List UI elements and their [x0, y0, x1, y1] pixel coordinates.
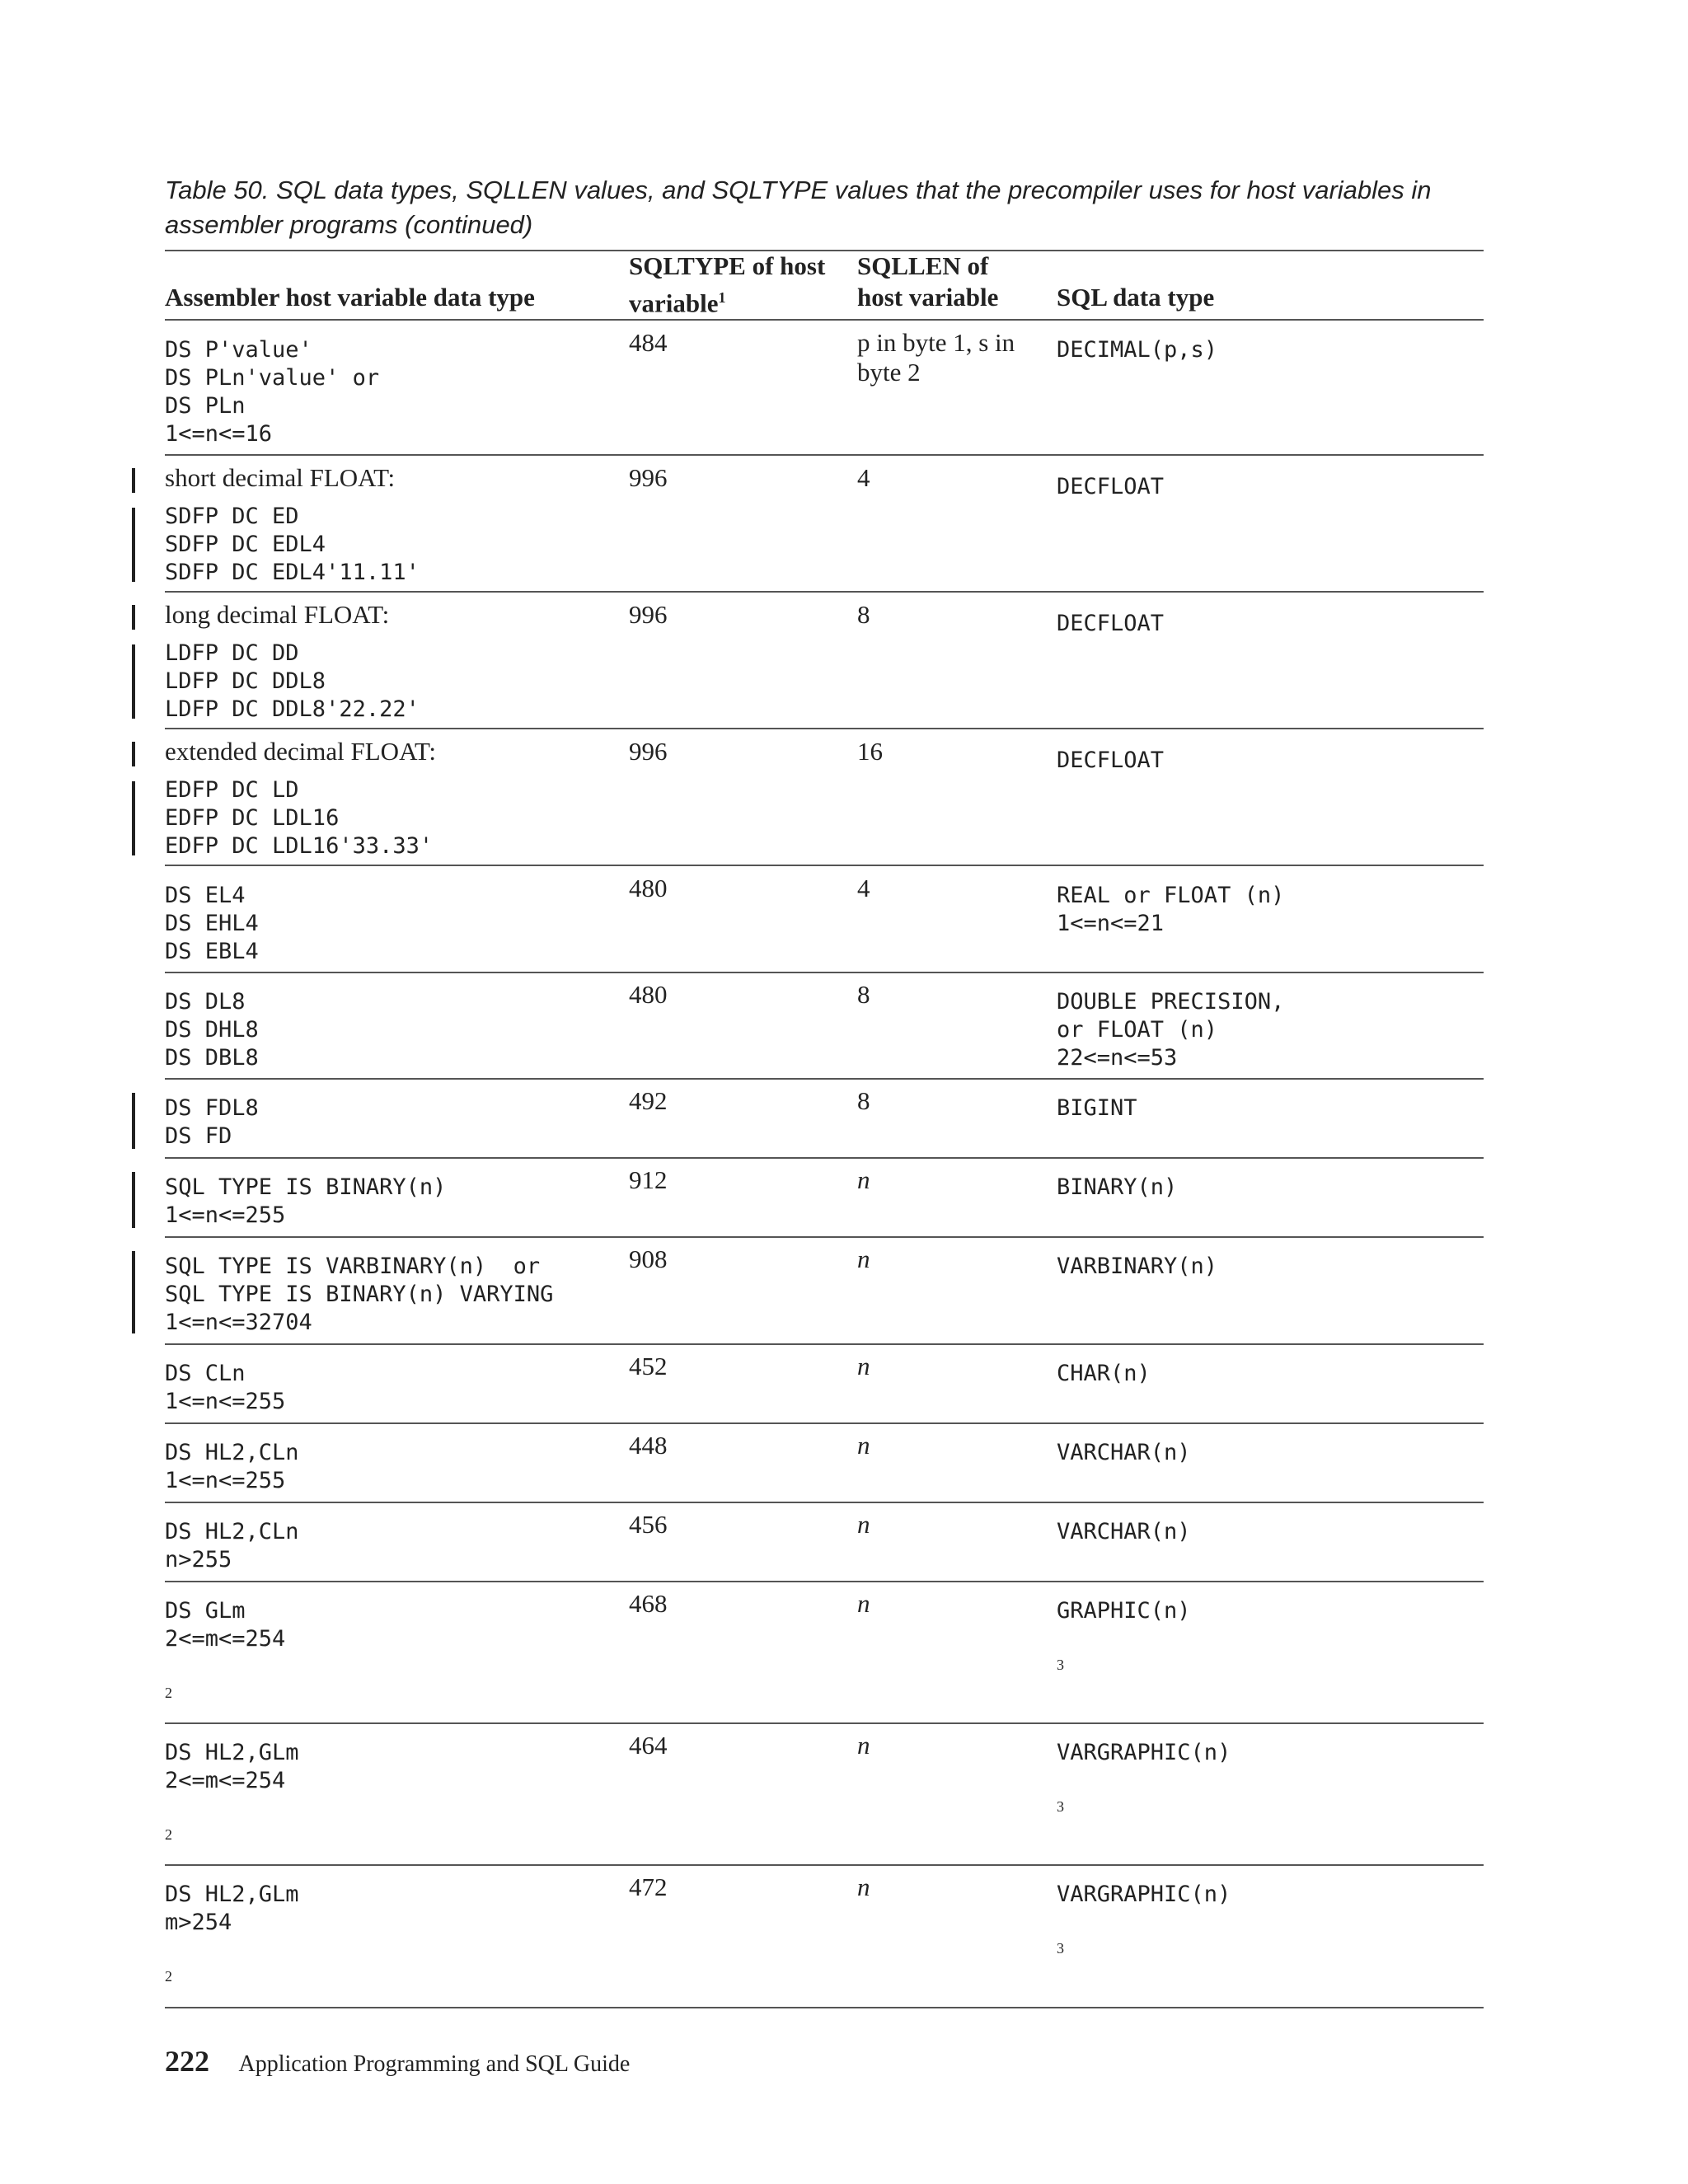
table-row-1-label: short decimal FLOAT: — [165, 463, 396, 492]
table-row-6-sql-type: BIGINT — [1057, 1095, 1137, 1121]
r13-c1-line1: DS HL2,GLm — [165, 1740, 299, 1765]
table-row-3-label: extended decimal FLOAT: — [165, 737, 437, 766]
r14-c1-line1: DS HL2,GLm — [165, 1882, 299, 1907]
r2-c1-line3: LDFP DC DDL8 — [165, 668, 326, 694]
table-row-13-sql-type: VARGRAPHIC(n) — [1057, 1740, 1231, 1765]
change-bar — [132, 644, 135, 719]
footnote-ref-2: 2 — [165, 1826, 172, 1843]
table-row-1-sql-type: DECFLOAT — [1057, 474, 1165, 499]
table-row-6-host-type — [165, 1094, 610, 1151]
r4-c1-line2: DS EHL4 — [165, 911, 259, 936]
table-row-12-sqltype: 468 — [629, 1589, 668, 1618]
table-row-2-sql-type: DECFLOAT — [1057, 611, 1165, 636]
table-row-4-host-type — [165, 882, 610, 966]
table-row-10-host-type — [165, 1439, 610, 1495]
row-rule — [165, 454, 1484, 456]
table-row-1-sqltype: 996 — [629, 463, 668, 492]
r0-c3-line2: byte 2 — [857, 358, 921, 387]
table-row-7-sqllen: n — [857, 1165, 870, 1194]
r9-c1-line1: DS CLn — [165, 1361, 246, 1386]
r13-c1-line2: 2<=m<=254 — [165, 1768, 286, 1793]
change-bar — [132, 781, 135, 855]
footnote-ref-2: 2 — [165, 1968, 172, 1985]
header-rule — [165, 319, 1484, 321]
table-row-11-sql-type: VARCHAR(n) — [1057, 1519, 1191, 1544]
row-rule — [165, 1864, 1484, 1866]
row-rule — [165, 1722, 1484, 1724]
table-row-14-sql-type: VARGRAPHIC(n) — [1057, 1882, 1231, 1907]
header-sqltype-line2: variable — [629, 288, 719, 318]
table-row-10-sqllen: n — [857, 1431, 870, 1460]
table-row-3-host-type — [165, 776, 610, 860]
r5-c4-line1: DOUBLE PRECISION, — [1057, 989, 1285, 1015]
table-row-2-sqltype: 996 — [629, 600, 668, 629]
r5-c1-line1: DS DL8 — [165, 989, 246, 1015]
table-row-4-sqllen: 4 — [857, 874, 870, 902]
r11-c1-line2: n>255 — [165, 1547, 232, 1572]
header-sqllen — [857, 251, 1055, 313]
r8-c1-line2: SQL TYPE IS BINARY(n) VARYING — [165, 1282, 554, 1307]
table-row-13-host-type — [165, 1739, 610, 1795]
row-rule — [165, 728, 1484, 729]
page-number: 222 — [165, 2045, 209, 2078]
table-row-11-sqltype: 456 — [629, 1510, 668, 1539]
r1-c1-line4: SDFP DC EDL4'11.11' — [165, 560, 420, 585]
change-bar — [132, 1172, 135, 1228]
r4-c4-line2: 1<=n<=21 — [1057, 911, 1165, 936]
caption-line-2: assembler programs (continued) — [165, 210, 533, 239]
table-row-8-sqllen: n — [857, 1244, 870, 1273]
table-row-11-host-type — [165, 1518, 610, 1574]
table-row-14-sqltype: 472 — [629, 1872, 668, 1901]
header-sqltype — [629, 251, 835, 319]
row-rule — [165, 972, 1484, 973]
table-row-7-sql-type: BINARY(n) — [1057, 1174, 1178, 1200]
table-row-13-sqllen: n — [857, 1731, 870, 1760]
r10-c1-line1: DS HL2,CLn — [165, 1440, 299, 1465]
r7-c1-line1: SQL TYPE IS BINARY(n) — [165, 1174, 447, 1200]
table-row-6-sqltype: 492 — [629, 1086, 668, 1115]
table-row-3-sql-type: DECFLOAT — [1057, 748, 1165, 773]
r8-c1-line3: 1<=n<=32704 — [165, 1310, 312, 1335]
table-row-12-host-type — [165, 1597, 610, 1653]
r3-c1-line4: EDFP DC LDL16'33.33' — [165, 833, 434, 859]
table-row-11-sqllen: n — [857, 1510, 870, 1539]
table-row-9-sqltype: 452 — [629, 1352, 668, 1380]
table-row-9-host-type — [165, 1360, 610, 1416]
r2-c1-line4: LDFP DC DDL8'22.22' — [165, 696, 420, 722]
r10-c1-line2: 1<=n<=255 — [165, 1468, 286, 1493]
r1-c1-line2: SDFP DC ED — [165, 504, 299, 529]
table-row-8-sqltype: 908 — [629, 1244, 668, 1273]
table-row-7-host-type — [165, 1174, 610, 1230]
table-row-3-sqltype: 996 — [629, 737, 668, 766]
table-row-6-sqllen: 8 — [857, 1086, 870, 1115]
r4-c1-line3: DS EBL4 — [165, 939, 259, 964]
table-row-7-sqltype: 912 — [629, 1165, 668, 1194]
change-bar — [132, 742, 135, 766]
row-rule — [165, 1078, 1484, 1080]
table-row-4-sql-type — [1057, 882, 1469, 938]
r6-c1-line1: DS FDL8 — [165, 1095, 259, 1121]
row-rule — [165, 1581, 1484, 1582]
table-row-3-sqllen: 16 — [857, 737, 883, 766]
table-row-1-sqllen: 4 — [857, 463, 870, 492]
r12-c1-line1: DS GLm — [165, 1598, 246, 1624]
table-row-2-sqllen: 8 — [857, 600, 870, 629]
r5-c4-line3: 22<=n<=53 — [1057, 1045, 1178, 1071]
row-rule — [165, 591, 1484, 593]
table-row-0-sqllen — [857, 328, 1055, 387]
book-title: Application Programming and SQL Guide — [238, 2051, 631, 2077]
change-bar — [132, 508, 135, 582]
row-rule — [165, 1157, 1484, 1159]
r0-c1-line3: DS PLn — [165, 393, 246, 419]
r8-c1-line1: SQL TYPE IS VARBINARY(n) or — [165, 1254, 541, 1279]
page-footer — [165, 2044, 630, 2079]
footnote-ref-3: 3 — [1057, 1657, 1064, 1673]
table-bottom-rule — [165, 2007, 1484, 2008]
header-sqllen-line1: SQLLEN of — [857, 251, 989, 280]
table-row-13-sqltype: 464 — [629, 1731, 668, 1760]
table-row-14-host-type — [165, 1881, 610, 1937]
table-row-9-sql-type: CHAR(n) — [1057, 1361, 1151, 1386]
r0-c3-line1: p in byte 1, s in — [857, 328, 1015, 357]
r3-c1-line2: EDFP DC LD — [165, 777, 299, 803]
change-bar — [132, 468, 135, 493]
r6-c1-line2: DS FD — [165, 1123, 232, 1149]
header-sqllen-line2: host variable — [857, 283, 999, 312]
r0-c1-line4: 1<=n<=16 — [165, 421, 273, 447]
table-row-10-sql-type: VARCHAR(n) — [1057, 1440, 1191, 1465]
r5-c4-line2: or FLOAT (n) — [1057, 1017, 1218, 1043]
footnote-ref-2: 2 — [165, 1685, 172, 1701]
r12-c1-line2: 2<=m<=254 — [165, 1626, 286, 1652]
row-rule — [165, 1422, 1484, 1424]
table-row-4-sqltype: 480 — [629, 874, 668, 902]
r9-c1-line2: 1<=n<=255 — [165, 1389, 286, 1414]
r4-c1-line1: DS EL4 — [165, 883, 246, 908]
r5-c1-line2: DS DHL8 — [165, 1017, 259, 1043]
header-sql-data-type: SQL data type — [1057, 283, 1215, 312]
r5-c1-line3: DS DBL8 — [165, 1045, 259, 1071]
r1-c1-line3: SDFP DC EDL4 — [165, 532, 326, 557]
table-row-12-sql-type: GRAPHIC(n) — [1057, 1598, 1191, 1624]
change-bar — [132, 1093, 135, 1149]
r0-c1-line1: DS P'value' — [165, 337, 312, 363]
table-row-5-sqltype: 480 — [629, 980, 668, 1009]
change-bar — [132, 605, 135, 630]
row-rule — [165, 1502, 1484, 1503]
table-row-5-sqllen: 8 — [857, 980, 870, 1009]
row-rule — [165, 865, 1484, 866]
footnote-ref-3: 3 — [1057, 1798, 1064, 1815]
table-row-10-sqltype: 448 — [629, 1431, 668, 1460]
table-row-5-sql-type — [1057, 988, 1469, 1072]
table-row-14-sqllen: n — [857, 1872, 870, 1901]
table-row-2-host-type — [165, 640, 610, 724]
table-row-0-host-type — [165, 336, 610, 448]
footnote-ref-3: 3 — [1057, 1940, 1064, 1957]
footnote-ref-1: 1 — [718, 289, 726, 306]
table-row-0-sql-type: DECIMAL(p,s) — [1057, 337, 1218, 363]
r0-c1-line2: DS PLn'value' or — [165, 365, 380, 391]
r4-c4-line1: REAL or FLOAT (n) — [1057, 883, 1285, 908]
row-rule — [165, 1343, 1484, 1345]
table-row-8-host-type — [165, 1253, 610, 1337]
table-row-9-sqllen: n — [857, 1352, 870, 1380]
change-bar — [132, 1251, 135, 1333]
table-row-8-sql-type: VARBINARY(n) — [1057, 1254, 1218, 1279]
header-sqltype-line1: SQLTYPE of host — [629, 251, 826, 280]
header-host-variable-type: Assembler host variable data type — [165, 283, 535, 312]
table-row-5-host-type — [165, 988, 610, 1072]
table-row-12-sqllen: n — [857, 1589, 870, 1618]
caption-line-1: Table 50. SQL data types, SQLLEN values, and SQLTYPE values that the precompiler uses for host variables in — [165, 176, 1432, 204]
table-row-0-sqltype: 484 — [629, 328, 668, 357]
r14-c1-line2: m>254 — [165, 1910, 232, 1935]
r2-c1-line2: LDFP DC DD — [165, 640, 299, 666]
table-row-2-label: long decimal FLOAT: — [165, 600, 390, 629]
r3-c1-line3: EDFP DC LDL16 — [165, 805, 340, 831]
table-caption — [165, 173, 1484, 242]
table-row-1-host-type — [165, 503, 610, 587]
r11-c1-line1: DS HL2,CLn — [165, 1519, 299, 1544]
r7-c1-line2: 1<=n<=255 — [165, 1202, 286, 1228]
row-rule — [165, 1236, 1484, 1238]
